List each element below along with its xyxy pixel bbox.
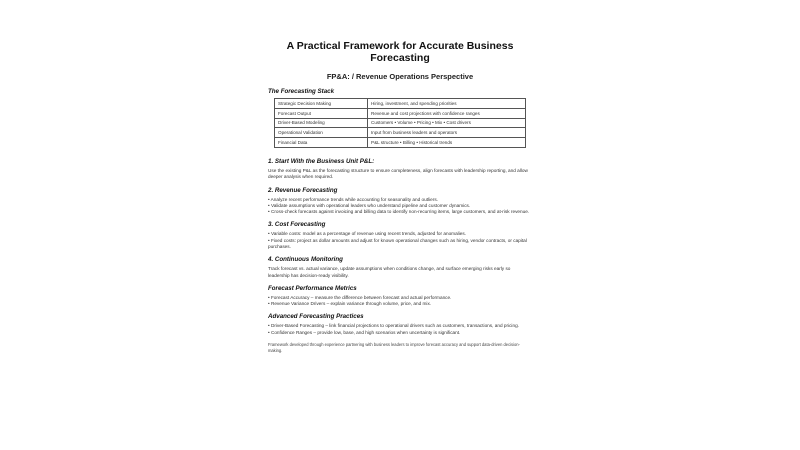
stack-detail: Revenue and cost projections with confidence ranges <box>368 108 526 118</box>
table-row <box>275 108 526 118</box>
stack-detail: P&L structure • Billing • Historical trends <box>368 138 526 148</box>
document-page <box>268 40 532 357</box>
bullet-item: • Revenue Variance Drivers – explain variance through volume, price, and mix. <box>268 301 432 307</box>
bullet-item: • Variable costs: model as a percentage of revenue using recent trends, adjusted for anomalies. <box>268 231 467 237</box>
section-text: Use the existing P&L as the forecasting structure to ensure completeness, align forecasts with leadership reporting, and allow deeper analysis when required. <box>268 167 528 180</box>
stack-layer: Operational Validation <box>275 128 368 138</box>
section-heading: Advanced Forecasting Practices <box>268 313 364 321</box>
stack-detail: Customers • Volume • Pricing • Mix • Cost drivers <box>368 118 526 128</box>
stack-layer: Forecast Output <box>275 108 368 118</box>
bullet-item: • Validate assumptions with operational leaders who understand pipeline and customer dynamics. <box>268 202 471 208</box>
section-text: Track forecast vs. actual variance, update assumptions when conditions change, and surface emerging risks early so leadership has decision-ready visibility. <box>268 266 511 278</box>
document-title: A Practical Framework for Accurate Business Forecasting <box>286 40 514 64</box>
section-heading: 2. Revenue Forecasting <box>268 186 338 194</box>
section-heading: Forecast Performance Metrics <box>268 284 357 292</box>
section-advanced <box>268 313 532 336</box>
section-revenue <box>268 187 532 216</box>
bullet-item: • Fixed costs: project as dollar amounts and adjust for known operational changes such as hiring, vendor contracts, or capital purchases. <box>268 237 527 249</box>
section-metrics <box>268 285 532 308</box>
document-footer: Framework developed through experience partnering with business leaders to improve forecast accuracy and support data-driven decision-making. <box>268 342 520 353</box>
document-subtitle: FP&A: / Revenue Operations Perspective <box>326 72 474 81</box>
bullet-item: • Analyze recent performance trends while accounting for seasonality and outliers. <box>268 196 438 202</box>
section-monitoring <box>268 256 532 279</box>
bullet-item: • Driver-Based Forecasting – link financial projections to operational drivers such as customers, transactions, and pricing. <box>268 323 519 329</box>
section-heading: 1. Start With the Business Unit P&L: <box>268 157 375 165</box>
table-row <box>275 128 526 138</box>
stack-detail: Hiring, investment, and spending priorities <box>368 99 526 109</box>
bullet-item: • Forecast Accuracy – measure the difference between forecast and actual performance. <box>268 294 452 300</box>
stack-layer: Driver-Based Modeling <box>275 118 368 128</box>
table-row <box>275 138 526 148</box>
section-pnl <box>268 158 532 181</box>
section-heading: 3. Cost Forecasting <box>268 221 326 229</box>
section-heading: 4. Continuous Monitoring <box>268 256 343 264</box>
table-row <box>275 99 526 109</box>
bullet-item: • Cross-check forecasts against invoicing and billing data to identify non-recurring items, large customers, and at-risk revenue. <box>268 209 530 215</box>
stack-heading: The Forecasting Stack <box>268 88 335 95</box>
section-cost <box>268 221 532 250</box>
table-row <box>275 118 526 128</box>
stack-layer: Financial Data <box>275 138 368 148</box>
forecasting-stack-table <box>274 98 526 148</box>
stack-layer: Strategic Decision Making <box>275 99 368 109</box>
stack-detail: Input from business leaders and operators <box>368 128 526 138</box>
bullet-item: • Confidence Ranges – provide low, base, and high scenarios when uncertainty is significant. <box>268 329 461 335</box>
